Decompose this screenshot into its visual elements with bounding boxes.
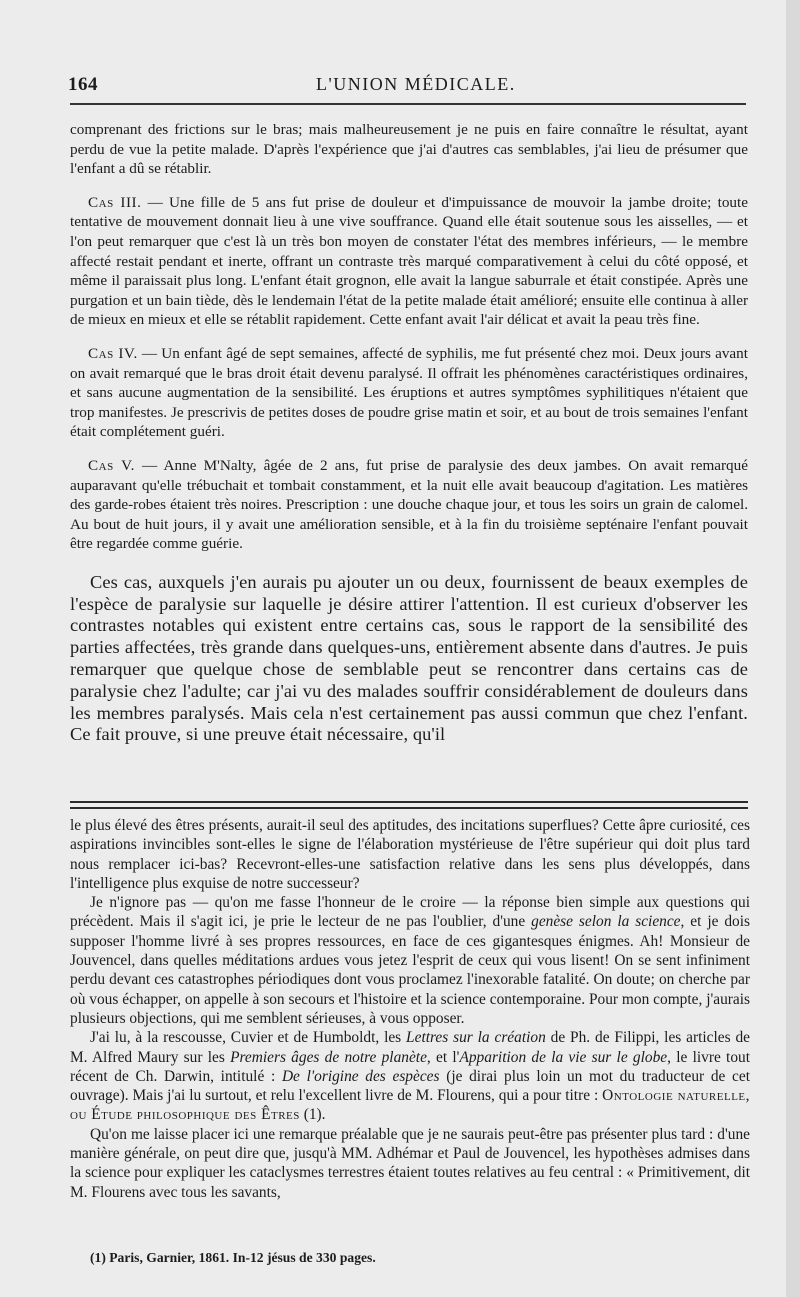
feuilleton-paragraph-4: Qu'on me laisse placer ici une remarque préalable que je ne saurais peut-être pas présenter plus tard : d'une manière générale, on peut dire que, jusqu'à MM. Adhémar et Paul de Jouvencel, les hypothèses admises dans la science pour expliquer les cataclysmes terrestres étaient toutes relatives au feu central : « Primitivement, dit M. Flourens avec tous les savants, [70, 1125, 750, 1201]
running-title: L'UNION MÉDICALE. [316, 74, 516, 94]
case-3 [70, 193, 748, 330]
footnote: (1) Paris, Garnier, 1861. In-12 jésus de 330 pages. [90, 1250, 376, 1265]
feuilleton-text: de Ph. de Filippi, les articles de M. Alfred Maury sur les [70, 1029, 750, 1066]
feuilleton-text: (je dirai plus loin un mot du traducteur de cet ouvrage). Mais j'ai lu surtout, et relu l'excellent livre de M. Flourens, qui a pour titre : [70, 1067, 750, 1105]
header-rule [70, 103, 746, 105]
case-5 [70, 456, 748, 554]
page-header [68, 74, 752, 104]
paragraph-continuation: comprenant des frictions sur le bras; mais malheureusement je ne puis en faire connaître le résultat, ayant perdu de vue la petite malade. D'après l'expérience que j'ai d'autres cas semblables, j'ai lieu de présumer que l'enfant a dû se rétablir. [70, 121, 748, 178]
footnote-reference: (1). [299, 1106, 326, 1124]
book-title: De l'origine des espèces [281, 1067, 440, 1085]
case-4 [70, 344, 748, 442]
case-3-label: Cas III. [88, 193, 142, 211]
case-5-text: — Anne M'Nalty, âgée de 2 ans, fut prise de paralysie des deux jambes. On avait remarqué auparavant qu'elle trébuchait et tombait constamment, et la nuit elle avait beaucoup d'agitation. Les matières des garde-robes étaient très noires. Prescription : une douche chaque jour, et tous les soirs un grain de calomel. Au bout de huit jours, il y avait une amélioration sensible, et à la fin du troisième septénaire l'enfant pouvait être regardée comme guérie. [70, 456, 748, 553]
lead-paragraph: Ces cas, auxquels j'en aurais pu ajouter un ou deux, fournissent de beaux exemples de l'espèce de paralysie sur laquelle je désire attirer l'attention. Il est curieux d'observer les contrastes notables qui existent entre certains cas, sous le rapport de la sensibilité des parties affectées, très grande dans quelques-uns, entièrement absente dans d'autres. Je puis remarquer que quelque chose de semblable peut se rencontrer dans certains cas de paralysie chez l'adulte; car j'ai vu des malades souffrir considérablement de douleurs dans les membres paralysés. Mais cela n'est certainement pas aussi commun que chez l'enfant. Ce fait prouve, si une preuve était nécessaire, qu'il [70, 571, 748, 745]
case-4-label: Cas IV. [88, 344, 138, 362]
case-5-label: Cas V. [88, 456, 135, 474]
article-body [70, 120, 748, 746]
book-title: Lettres sur la création [406, 1029, 546, 1047]
case-4-text: — Un enfant âgé de sept semaines, affecté de syphilis, me fut présenté chez moi. Deux jours avant on avait remarqué que le bras droit était devenu paralysé. Il offrait les phénomènes caractéristiques ordinaires, et sans aucune augmentation de la sensibilité. Les éruptions et autres symptômes syphilitiques n'étaient que trop manifestes. Je prescrivis de petites doses de poudre grise matin et soir, et au bout de trois semaines l'enfant était complétement guéri. [70, 344, 748, 441]
italic-phrase: genèse selon la science [531, 913, 681, 931]
feuilleton-text: , et je dois supposer l'homme livré à ses propres ressources, en face de ces gigantesques énigmes. Ah! Monsieur de Jouvencel, dans quelles méditations ardues vous jetez l'esprit de ceux qui vous lisent! On se sent infiniment perdu devant ces catastrophes périodiques dont vous proclamez l'inexorable fatalité. On doute; on cherche par où vous échapper, on appelle à son secours et l'histoire et la science contemporaine. Pour mon compte, j'aurais plusieurs objections, qui me semblent sérieuses, à vous opposer. [70, 913, 750, 1027]
feuilleton [70, 816, 750, 1202]
book-title: Premiers âges de notre planète [230, 1048, 427, 1066]
feuilleton-text: , le livre tout récent de Ch. Darwin, intitulé : [70, 1048, 750, 1085]
feuilleton-text: J'ai lu, à la rescousse, Cuvier et de Humboldt, les [90, 1029, 407, 1047]
case-3-text: — Une fille de 5 ans fut prise de douleur et d'impuissance de mouvoir la jambe droite; toute tentative de mouvement donnait lieu à une vive souffrance. Quand elle était soutenue sous les aisselles, — et l'on peut remarquer que c'est là un très bon moyen de constater l'état des membres inférieurs, — le membre affecté restait pendant et inerte, offrant un contraste très marqué comparativement à celui du côté opposé, et même il paraissait plus long. L'enfant était grognon, elle avait la langue saburrale et était constipée. Après une purgation et un bain tiède, dès le lendemain l'état de la petite malade était amélioré; ensuite elle continua à aller de mieux en mieux et elle se rétablit rapidement. Cette enfant avait l'air délicat et avait la peau très fine. [70, 193, 748, 329]
book-title: Apparition de la vie sur le globe [459, 1048, 668, 1066]
feuilleton-text: Je n'ignore pas — qu'on me fasse l'honneur de le croire — la réponse bien simple aux questions qui précèdent. Mais il s'agit ici, je prie le lecteur de ne pas l'oublier, d'une [70, 894, 750, 931]
feuilleton-rule [70, 801, 748, 809]
feuilleton-text: , et l' [426, 1048, 460, 1066]
feuilleton-paragraph-1: le plus élevé des êtres présents, aurait-il seul des aptitudes, des incitations superflues? Cette âpre curiosité, ces aspirations invincibles sont-elles le signe de l'élaboration mystérieuse de l'être supérieur qui doit plus tard nous remplacer ici-bas? Recevront-elles-une satisfaction relative dans les sens plus développés, dans l'intelligence plus exquise de notre successeur? [70, 817, 750, 892]
book-title-smallcaps: Ontologie naturelle, ou Étude philosophique des Êtres [70, 1087, 750, 1124]
page-edge-shadow [786, 0, 800, 1297]
feuilleton-paragraph-2 [70, 893, 750, 1028]
feuilleton-paragraph-3 [70, 1028, 750, 1124]
page-number: 164 [68, 74, 98, 95]
